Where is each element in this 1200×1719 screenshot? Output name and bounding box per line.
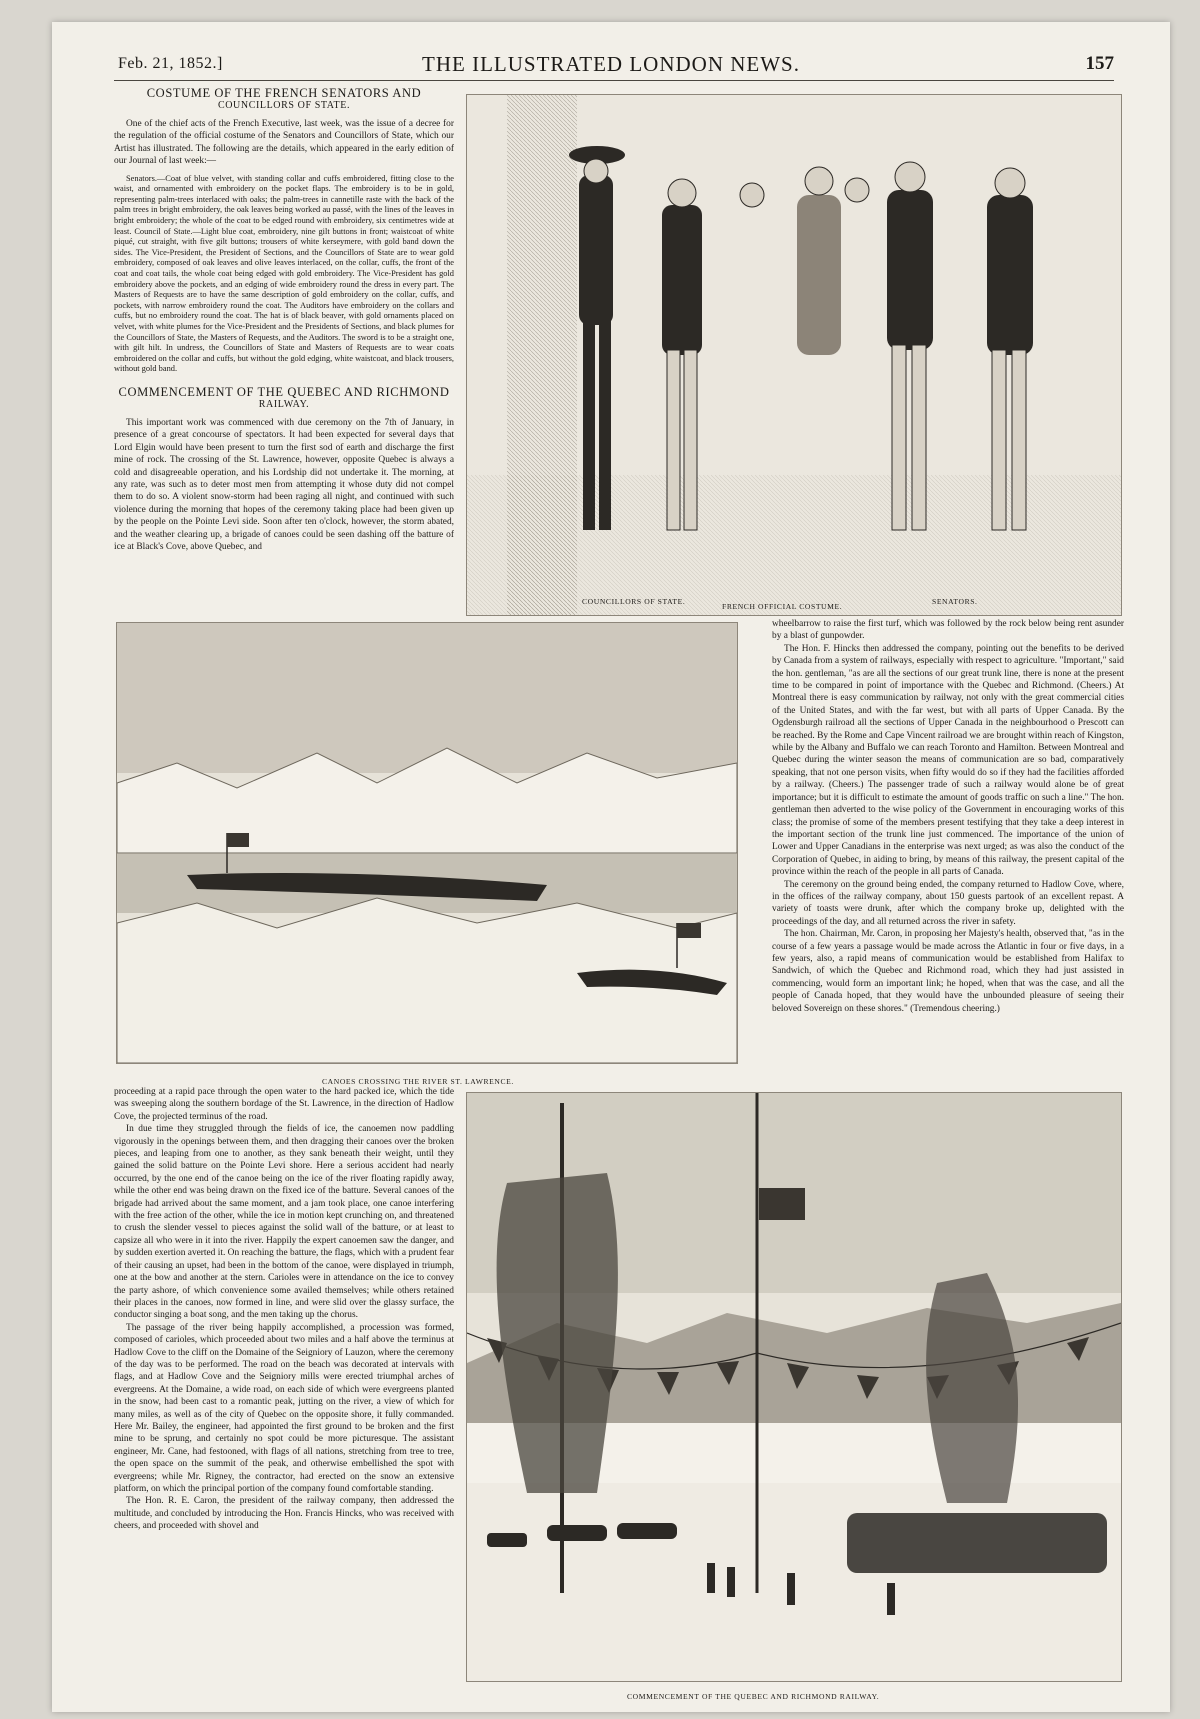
masthead xyxy=(52,22,1170,82)
newspaper-title: THE ILLUSTRATED LONDON NEWS. xyxy=(422,52,800,76)
caption-senators: SENATORS. xyxy=(932,597,978,606)
article2-para9: The hon. Chairman, Mr. Caron, in proposing her Majesty's health, observed that, "as in the course of a few years a passage would be made across the Atlantic in four or five days, in a few years, also, a rapid means of communication would be established from Halifax to Sandwich, of which the Quebec and Richmond road, which they had just assisted in commencing, would form an important link; he hoped, when that was the case, and all the people of Canada hoped, that they would have the unbounded pleasure of seeing their beloved Sovereign on these shores." (Tremendous cheering.) xyxy=(772,929,1124,1014)
caption-commencement: COMMENCEMENT OF THE QUEBEC AND RICHMOND RAILWAY. xyxy=(627,1692,880,1701)
railway-ceremony-illustration xyxy=(467,1093,1121,1681)
right-column-middle xyxy=(772,618,1124,1078)
article2-para3: In due time they struggled through the fields of ice, the canoemen now paddling vigorously in the openings between them, and then dragging their canoes over the broken pieces, and leaping from one to another, as they sank beneath their weight, until they gained the solid batture on the Pointe Levi shore. Here a serious accident had nearly occurred, by the one end of the canoe being on the ice of the river floating rapidly away, while the other end was being drawn on the fixed ice of the batture. Several canoes of the brigade had arrived about the same moment, and a jam took place, one canoe interfering with the free action of the other, while the ice in motion kept crunching on, and threatened to crush the slender vessel to pieces against the solid wall of the batture, or at least to capsize all who were in it into the river. Happily the expert canoemen saw the danger, and by sudden exertion averted it. On reaching the batture, the flags, which with a prudent fear of their causing an upset, had been in the bottom of the canoe, were displayed in triumph, one at the bow and another at the stern. Carioles were in attendance on the ice to convey the party ashore, of which convenience some availed themselves; while others retained their places in the canoes, now formed in line, and were slid over the glassy surface, the conductor singing a boat song, and the men taking up the chorus. xyxy=(114,1124,454,1321)
left-column-bottom xyxy=(114,1086,454,1702)
caption-councillors: COUNCILLORS OF STATE. xyxy=(582,597,686,606)
left-column-top xyxy=(114,86,454,636)
article2-subtitle: RAILWAY. xyxy=(258,398,310,410)
article2-para6: wheelbarrow to raise the first turf, which was followed by the rock below being rent asunder by a blast of gunpowder. xyxy=(772,619,1124,642)
article1-intro: One of the chief acts of the French Executive, last week, was the issue of a decree for the regulation of the official costume of the Senators and Councillors of State, which our Artist has illustrated. The following are the details, which appeared in the early edition of our Journal of last week:— xyxy=(114,119,454,167)
article1-details: Senators.—Coat of blue velvet, with standing collar and cuffs embroidered, fitting close to the waist, and ornamented with embroidery on the pocket flaps. The embroidery is to be in gold, representing palm-trees interlaced with oaks; the palm-trees in cannetille raste with the back of the palm trees in bright embroidery, the oak leaves being worked au passé, with the lines of the leaves in bright embroidery; the whole of the coat to be edged round with embroidery, six centimetres wide at least. Council of State.—Light blue coat, embroidery, nine gilt buttons in front; waistcoat of white piqué, cut straight, with five gilt buttons; trousers of white kerseymere, with gold band down the sides. The Vice-President, the President of Sections, and the Councillors of State are to wear gold embroidery, composed of oak leaves and olive leaves interlaced, on the collar, cuffs, the front of the coat and coat tails, the whole coat being edged with gold embroidery. The Vice-President has gold embroidery above the pockets, and an edging of wide embroidery round the dress in every part. The Masters of Requests are to have the same description of gold embroidery on the collar, cuffs, and pockets, with narrow embroidery round the coat. The Auditors have embroidery on the collars and cuffs, but no embroidery round the coat. The hat is of black beaver, with gold ornaments placed on velvet, with white plumes for the Vice-President and the Presidents of Sections, and black plumes for the Councillors of State, the Masters of Requests, and the Auditors. The sword is to be a straight one, with gilt hilt. In undress, the Councillors of State and Masters of Requests are to wear coats embroidered on the collar and cuffs, but without the gold edging, white waistcoat, and black trousers, without gold band. xyxy=(114,173,454,374)
engraving-french-costume xyxy=(466,94,1122,616)
engraving-canoes xyxy=(116,622,738,1064)
french-costume-illustration xyxy=(467,95,1121,615)
masthead-rule xyxy=(114,80,1114,81)
article2-para1: This important work was commenced with due ceremony on the 7th of January, in presence of a great concourse of spectators. It had been expected for several days that Lord Elgin would have been present to turn the first sod of earth and discharge the first mine of rock. The crossing of the St. Lawrence, however, opposite Quebec is always a cold and disagreeable operation, and his Lordship did not undertake it. The morning, at any rate, was such as to deter most men from attempting it whose duty did not compel them to do so. A violent snow-storm had been raging all night, and continued with such violence during the morning that hopes of the ceremony taking place had been given up by the people on the Pointe Levi side. Soon after ten o'clock, however, the storm abated, and the weather clearing up, a brigade of canoes could be seen dashing off the batture of ice at Black's Cove, above Quebec, and xyxy=(114,417,454,552)
article2-para2: proceeding at a rapid pace through the open water to the hard packed ice, which the tide was sweeping along the southern bordage of the St. Lawrence, in the direction of Hadlow Cove, the projected terminus of the road. xyxy=(114,1087,454,1122)
caption-french-costume: FRENCH OFFICIAL COSTUME. xyxy=(722,602,843,611)
article2-para5: The Hon. R. E. Caron, the president of the railway company, then addressed the multitude, and concluded by introducing the Hon. Francis Hincks, who was received with cheers, and proceeded with shovel and xyxy=(114,1496,454,1532)
engraving-railway-commencement xyxy=(466,1092,1122,1682)
issue-date: Feb. 21, 1852.] xyxy=(118,55,223,72)
article1-title: COSTUME OF THE FRENCH SENATORS AND xyxy=(146,86,422,100)
canoes-illustration xyxy=(117,623,737,1063)
article2-para7: The Hon. F. Hincks then addressed the company, pointing out the benefits to be derived by Canada from a system of railways, especially with respect to agriculture. "Important," said the hon. gentleman, "as are all the sections of our great trunk line, there is none at the present time to be compared in point of importance with the Quebec and Richmond. (Cheers.) At Montreal there is easy communication by railway, not only with the great commercial cities of the United States, and with the far west, but with all parts of Upper Canada. By the Ogdensburgh railroad all the sections of Upper Canada in the neighbourhood o Prescott can be reached. By the Rome and Cape Vincent railroad we are brought within reach of Kingston, while by the Albany and Buffalo we can reach Toronto and Hamilton. Between Montreal and Quebec during the winter season the means of communication are so bad, comparatively speaking, that not one person visits, when fifty would do so if they had the facilities afforded by a railway. (Cheers.) The passenger trade of such a railway would alone be of great importance; but it is difficult to estimate the amount of goods traffic on such a line." The hon. gentleman then adverted to the wise policy of the Government in encouraging works of this class; the promise of some of the members present testifying that they take a deep interest in the important section of the trunk line just commenced. The importance of the union of Lower and Upper Canadians in the enterprise was next urged; as was also the conduct of the Corporation of Quebec, in aiding to bring, by means of this railway, the present capital of the province within the reach of the people in all parts of Canada. xyxy=(772,643,1124,878)
article2-para8: The ceremony on the ground being ended, the company returned to Hadlow Cove, where, in the offices of the railway company, about 150 guests partook of an excellent repast. A variety of toasts were drunk, after which the company broke up, delighted with the proceedings of the day, and all returned across the river in safety. xyxy=(772,879,1124,927)
article2-para4: The passage of the river being happily accomplished, a procession was formed, composed of carioles, which proceeded about two miles and a half above the terminus at Hadlow Cove to the cliff on the Domaine of the Seigniory of Lauzon, where the ceremony of the day was to be performed. The road on the beach was decorated at intervals with flags, and at Hadlow Cove and the Seigniory mills were erected triumphal arches of evergreens. At the Domaine, a wide road, on each side of which were evergreens planted in the snow, had been cast to a romantic peak, jutting on the river, a view of which for many miles, as well as of the city of Quebec on the opposite shore, it fully commanded. Here Mr. Bailey, the engineer, had appointed the first ground to be broken and the first mine to be sprung, and certainly no spot could be more picturesque. The assistant engineer, Mr. Cane, had festooned, with flags of all nations, stretching from tree to tree, the open space on the summit of the peak, and otherwise embellished the spot with evergreens; while Mr. Rigney, the contractor, had erected on the snow an extensive platform, on which the principal portion of the company found comfortable standing. xyxy=(114,1322,454,1494)
caption-canoes: CANOES CROSSING THE RIVER ST. LAWRENCE. xyxy=(322,1077,514,1086)
article2-title: COMMENCEMENT OF THE QUEBEC AND RICHMOND xyxy=(118,384,450,399)
newspaper-page xyxy=(52,22,1170,1712)
page-number: 157 xyxy=(1085,53,1114,74)
article1-subtitle: COUNCILLORS OF STATE. xyxy=(217,100,351,111)
